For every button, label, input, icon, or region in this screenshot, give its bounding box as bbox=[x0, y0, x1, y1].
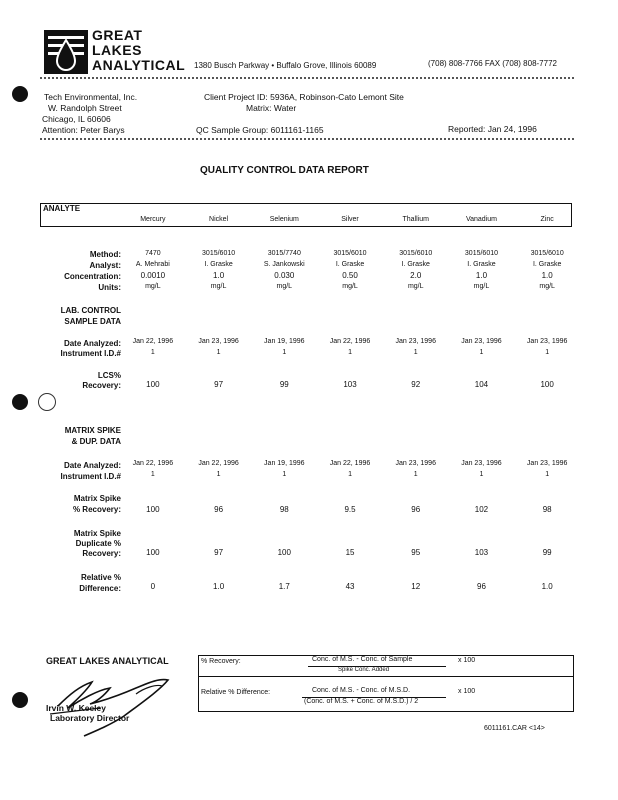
formula-recovery-numerator: Conc. of M.S. - Conc. of Sample bbox=[312, 656, 413, 663]
row-label-msd-line-1: Matrix Spike bbox=[73, 529, 121, 538]
ms-date-cell: Jan 22, 1996 bbox=[329, 460, 371, 467]
units-cell: mg/L bbox=[407, 283, 424, 290]
concentration-cell: 1.0 bbox=[541, 271, 553, 280]
row-label-lcs-recovery: Recovery: bbox=[82, 381, 121, 390]
row-label-ms-date: Date Analyzed: bbox=[63, 461, 121, 470]
analyte-header-box bbox=[40, 203, 572, 227]
signer-title: Laboratory Director bbox=[50, 713, 130, 723]
lcs-date-cell: Jan 19, 1996 bbox=[264, 338, 305, 345]
lcs-date-cell: Jan 23, 1996 bbox=[526, 338, 568, 345]
lcs-date-cell: Jan 23, 1996 bbox=[198, 338, 239, 345]
row-label-rpd-line-1: Relative % bbox=[80, 573, 121, 582]
formula-rpd-numerator: Conc. of M.S. - Conc. of M.S.D. bbox=[312, 687, 411, 694]
row-label-lcs-pct: LCS% bbox=[97, 371, 121, 380]
section-ms-line-2: & DUP. DATA bbox=[71, 437, 121, 446]
method-cell: 7470 bbox=[145, 250, 161, 257]
formula-rpd-multiplier: x 100 bbox=[458, 688, 476, 695]
signature bbox=[40, 664, 190, 738]
analyst-row bbox=[120, 261, 580, 268]
ms-recovery-cell: 96 bbox=[214, 505, 224, 514]
lcs-recovery-cell: 92 bbox=[411, 380, 421, 389]
lcs-recovery-cell: 100 bbox=[540, 380, 554, 389]
msd-recovery-row bbox=[120, 548, 580, 557]
row-label-ms-line-1: Matrix Spike bbox=[73, 494, 121, 503]
hole-punch bbox=[12, 86, 28, 102]
lcs-recovery-cell: 104 bbox=[474, 380, 489, 389]
msd-recovery-cell: 15 bbox=[345, 548, 355, 557]
method-row bbox=[120, 250, 580, 257]
rpd-cell: 1.0 bbox=[213, 582, 225, 591]
rpd-cell: 96 bbox=[477, 582, 486, 591]
analyst-cell: I. Graske bbox=[335, 261, 365, 268]
client-attention: Attention: Peter Barys bbox=[42, 125, 125, 135]
lcs-recovery-row bbox=[120, 380, 580, 389]
analyte-name: Selenium bbox=[269, 216, 299, 223]
reported-date: Reported: Jan 24, 1996 bbox=[448, 124, 537, 134]
analyte-header-label: ANALYTE bbox=[43, 204, 81, 213]
analyte-name: Zinc bbox=[540, 216, 554, 223]
page-reference: 6011161.CAR <14> bbox=[484, 725, 545, 732]
lcs-recovery-cell: 97 bbox=[214, 380, 224, 389]
company-name-line-3: ANALYTICAL bbox=[92, 57, 186, 73]
msd-recovery-cell: 95 bbox=[411, 548, 421, 557]
concentration-cell: 0.030 bbox=[274, 271, 295, 280]
row-label-ms-line-2: % Recovery: bbox=[72, 505, 121, 514]
hole-punch-ring bbox=[38, 393, 56, 411]
hole-punch bbox=[12, 394, 28, 410]
client-street: W. Randolph Street bbox=[48, 103, 122, 113]
lcs-instrument-cell: 1 bbox=[150, 349, 155, 356]
rpd-cell: 1.7 bbox=[278, 582, 290, 591]
rpd-cell: 0 bbox=[150, 582, 156, 591]
ms-instrument-cell: 1 bbox=[479, 471, 484, 478]
ms-instrument-cell: 1 bbox=[348, 471, 352, 478]
ms-date-cell: Jan 22, 1996 bbox=[132, 460, 174, 467]
analyst-cell: I. Graske bbox=[467, 261, 496, 268]
analyst-cell: S. Jankowski bbox=[263, 261, 305, 268]
units-row bbox=[120, 283, 580, 290]
client-name: Tech Environmental, Inc. bbox=[44, 92, 138, 102]
concentration-cell: 0.50 bbox=[342, 271, 358, 280]
client-project-id: Client Project ID: 5936A, Robinson-Cato Lemont Site bbox=[204, 92, 404, 102]
method-cell: 3015/6010 bbox=[202, 250, 236, 257]
method-cell: 3015/6010 bbox=[399, 250, 433, 257]
ms-instrument-cell: 1 bbox=[545, 471, 550, 478]
lcs-date-cell: Jan 23, 1996 bbox=[461, 338, 502, 345]
header-divider bbox=[40, 77, 574, 79]
ms-date-cell: Jan 22, 1996 bbox=[198, 460, 239, 467]
lcs-instrument-cell: 1 bbox=[545, 349, 550, 356]
row-label-ms-instrument: Instrument I.D.# bbox=[60, 472, 121, 481]
section-lcs-line-2: SAMPLE DATA bbox=[64, 317, 121, 326]
msd-recovery-cell: 99 bbox=[542, 548, 552, 557]
analyst-cell: I. Graske bbox=[532, 261, 562, 268]
client-divider bbox=[40, 138, 574, 140]
ms-date-cell: Jan 19, 1996 bbox=[264, 460, 305, 467]
formula-rpd-denominator: (Conc. of M.S. + Conc. of M.S.D.) / 2 bbox=[304, 698, 419, 705]
lcs-instrument-cell: 1 bbox=[479, 349, 484, 356]
ms-instrument-cell: 1 bbox=[216, 471, 221, 478]
method-cell: 3015/6010 bbox=[333, 250, 367, 257]
ms-instrument-row bbox=[120, 471, 580, 478]
ms-date-cell: Jan 23, 1996 bbox=[526, 460, 568, 467]
lcs-date-cell: Jan 22, 1996 bbox=[132, 338, 174, 345]
rpd-row bbox=[120, 582, 580, 591]
formula-rpd-label: Relative % Difference: bbox=[201, 689, 271, 696]
lab-phone-fax: (708) 808-7766 FAX (708) 808-7772 bbox=[428, 59, 557, 68]
formula-recovery-denominator: Spike Conc. Added bbox=[338, 667, 390, 673]
row-label-method: Method: bbox=[89, 250, 121, 259]
units-cell: mg/L bbox=[145, 283, 161, 290]
lcs-recovery-cell: 100 bbox=[146, 380, 160, 389]
lcs-instrument-row bbox=[120, 349, 580, 356]
qc-sample-group: QC Sample Group: 6011161-1165 bbox=[196, 125, 324, 135]
footer-company-name: GREAT LAKES ANALYTICAL bbox=[46, 656, 169, 666]
lcs-date-cell: Jan 23, 1996 bbox=[395, 338, 436, 345]
concentration-cell: 1.0 bbox=[475, 271, 488, 280]
concentration-cell: 0.0010 bbox=[140, 271, 166, 280]
hole-punch bbox=[12, 692, 28, 708]
units-cell: mg/L bbox=[342, 283, 358, 290]
rpd-cell: 1.0 bbox=[541, 582, 553, 591]
report-title: QUALITY CONTROL DATA REPORT bbox=[200, 165, 369, 176]
ms-recovery-cell: 9.5 bbox=[344, 505, 356, 514]
concentration-cell: 1.0 bbox=[213, 271, 225, 280]
section-lcs-line-1: LAB. CONTROL bbox=[60, 306, 121, 315]
rpd-cell: 43 bbox=[345, 582, 355, 591]
analyte-names-row bbox=[120, 216, 580, 223]
method-cell: 3015/6010 bbox=[530, 250, 564, 257]
analyst-cell: A. Mehrabi bbox=[135, 261, 170, 268]
lcs-recovery-cell: 103 bbox=[343, 380, 357, 389]
ms-recovery-cell: 98 bbox=[542, 505, 552, 514]
msd-recovery-cell: 100 bbox=[277, 548, 291, 557]
analyst-cell: I. Graske bbox=[204, 261, 233, 268]
company-name-line-2: LAKES bbox=[92, 42, 142, 58]
ms-instrument-cell: 1 bbox=[413, 471, 418, 478]
units-cell: mg/L bbox=[276, 283, 293, 290]
company-name-line-1: GREAT bbox=[92, 27, 143, 43]
ms-instrument-cell: 1 bbox=[282, 471, 287, 478]
row-label-concentration: Concentration: bbox=[64, 272, 121, 281]
formula-recovery-label: % Recovery: bbox=[201, 658, 241, 665]
ms-recovery-cell: 100 bbox=[146, 505, 160, 514]
signer-name: Irvin W. Keeley bbox=[46, 703, 106, 713]
row-label-msd-line-3: Recovery: bbox=[82, 549, 121, 558]
row-label-rpd-line-2: Difference: bbox=[79, 584, 121, 593]
ms-recovery-cell: 98 bbox=[279, 505, 289, 514]
row-label-lcs-date: Date Analyzed: bbox=[63, 339, 121, 348]
ms-recovery-cell: 96 bbox=[411, 505, 421, 514]
lcs-instrument-cell: 1 bbox=[216, 349, 221, 356]
row-label-lcs-instrument: Instrument I.D.# bbox=[60, 349, 121, 358]
company-logo bbox=[44, 30, 88, 74]
lcs-instrument-cell: 1 bbox=[282, 349, 287, 356]
lcs-date-cell: Jan 22, 1996 bbox=[329, 338, 371, 345]
ms-date-cell: Jan 23, 1996 bbox=[395, 460, 436, 467]
row-label-units: Units: bbox=[98, 283, 121, 292]
ms-date-cell: Jan 23, 1996 bbox=[461, 460, 502, 467]
row-label-analyst: Analyst: bbox=[89, 261, 121, 270]
msd-recovery-cell: 100 bbox=[146, 548, 160, 557]
units-cell: mg/L bbox=[473, 283, 490, 290]
lcs-instrument-cell: 1 bbox=[348, 349, 352, 356]
msd-recovery-cell: 103 bbox=[474, 548, 489, 557]
section-ms-line-1: MATRIX SPIKE bbox=[64, 426, 121, 435]
analyte-name: Vanadium bbox=[465, 216, 497, 223]
analyst-cell: I. Graske bbox=[401, 261, 430, 268]
formula-box-divider bbox=[198, 676, 574, 677]
ms-recovery-cell: 102 bbox=[474, 505, 489, 514]
lcs-instrument-cell: 1 bbox=[413, 349, 418, 356]
sample-matrix: Matrix: Water bbox=[246, 103, 297, 113]
lcs-date-row bbox=[120, 338, 580, 345]
formula-recovery-multiplier: x 100 bbox=[458, 657, 476, 664]
ms-date-row bbox=[120, 460, 580, 467]
ms-instrument-cell: 1 bbox=[150, 471, 155, 478]
analyte-name: Mercury bbox=[140, 216, 166, 223]
analyte-name: Thallium bbox=[402, 216, 429, 223]
units-cell: mg/L bbox=[210, 283, 227, 290]
concentration-row bbox=[120, 271, 580, 280]
row-label-msd-line-2: Duplicate % bbox=[75, 539, 121, 548]
rpd-cell: 12 bbox=[411, 582, 421, 591]
ms-recovery-row bbox=[120, 505, 580, 514]
method-cell: 3015/7740 bbox=[267, 250, 301, 257]
analyte-name: Nickel bbox=[209, 216, 229, 223]
lab-address: 1380 Busch Parkway • Buffalo Grove, Illinois 60089 bbox=[194, 61, 377, 70]
concentration-cell: 2.0 bbox=[410, 271, 422, 280]
method-cell: 3015/6010 bbox=[464, 250, 498, 257]
units-cell: mg/L bbox=[539, 283, 555, 290]
client-city: Chicago, IL 60606 bbox=[42, 114, 111, 124]
msd-recovery-cell: 97 bbox=[214, 548, 224, 557]
lcs-recovery-cell: 99 bbox=[279, 380, 289, 389]
analyte-name: Silver bbox=[341, 216, 359, 223]
